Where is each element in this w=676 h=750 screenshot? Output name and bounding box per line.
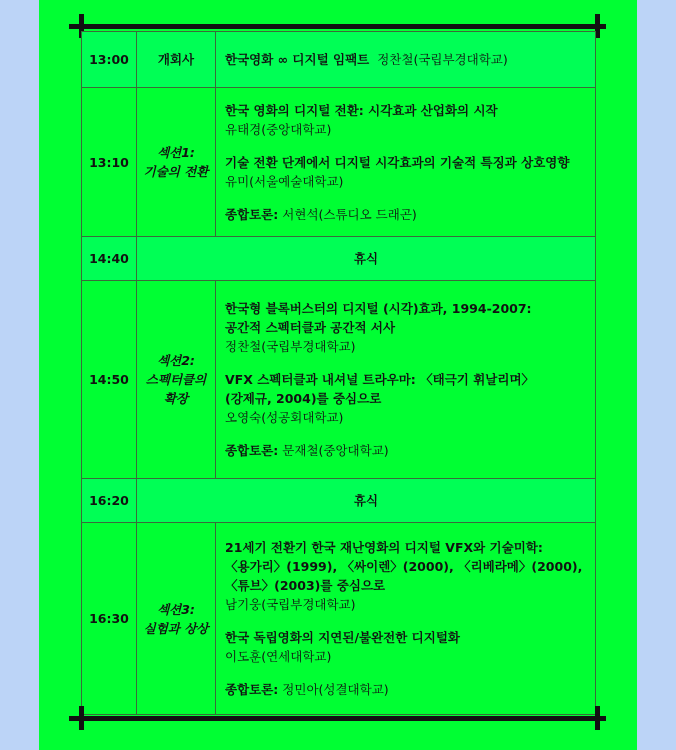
schedule-row-break bbox=[82, 479, 596, 523]
time-cell: 16:30 bbox=[82, 523, 137, 715]
talk-title: 한국 영화의 디지털 전환: 시각효과 산업화의 시작 bbox=[225, 102, 498, 118]
content-cell bbox=[216, 32, 596, 88]
discussion-line bbox=[225, 682, 389, 697]
talk-title: VFX 스펙터클과 내셔널 트라우마: 〈태극기 휘날리며〉 bbox=[225, 372, 535, 387]
schedule-table bbox=[81, 31, 596, 715]
speaker-name: 이도훈(연세대학교) bbox=[225, 649, 332, 664]
time-cell: 13:00 bbox=[82, 32, 137, 88]
talk-title: 공간적 스펙터클과 공간적 서사 bbox=[225, 320, 396, 335]
spacer bbox=[225, 191, 587, 205]
session-label: 실험과 상상 bbox=[143, 620, 209, 636]
session-label: 섹션2: bbox=[157, 353, 195, 368]
session-cell: 개회사 bbox=[137, 32, 216, 88]
discussion-line bbox=[225, 443, 389, 458]
poster-page bbox=[39, 0, 637, 750]
discussion-speaker: 서현석(스튜디오 드래곤) bbox=[282, 206, 417, 222]
speaker-name: 유미(서울예술대학교) bbox=[225, 173, 344, 189]
talk-title: 한국 독립영화의 지연된/불완전한 디지털화 bbox=[225, 630, 460, 645]
talk-title: 〈용가리〉(1999), 〈싸이렌〉(2000), 〈리베라메〉(2000), bbox=[225, 559, 583, 574]
spacer bbox=[225, 614, 587, 628]
break-label: 휴식 bbox=[137, 237, 596, 281]
time-cell: 14:50 bbox=[82, 281, 137, 479]
speaker-name: 남기웅(국립부경대학교) bbox=[225, 597, 356, 612]
speaker-name: 오영숙(성공회대학교) bbox=[225, 410, 344, 425]
talk-title: 기술 전환 단계에서 디지털 시각효과의 기술적 특징과 상호영향 bbox=[225, 154, 570, 170]
spacer bbox=[225, 139, 587, 153]
session-cell bbox=[137, 523, 216, 715]
time-cell: 13:10 bbox=[82, 88, 137, 237]
content-cell bbox=[216, 523, 596, 715]
time-cell: 14:40 bbox=[82, 237, 137, 281]
talk-title: 한국영화 ∞ 디지털 임팩트 bbox=[225, 52, 370, 67]
discussion-label: 종합토론: bbox=[225, 682, 279, 697]
talk-title: 21세기 전환기 한국 재난영화의 디지털 VFX와 기술미학: bbox=[225, 540, 543, 555]
discussion-speaker: 정민아(성결대학교) bbox=[282, 682, 389, 697]
session-cell bbox=[137, 88, 216, 237]
talk-title: (강제규, 2004)를 중심으로 bbox=[225, 391, 382, 406]
spacer bbox=[225, 356, 587, 370]
content-cell bbox=[216, 281, 596, 479]
session-cell bbox=[137, 281, 216, 479]
session-label: 섹션1: bbox=[157, 145, 195, 160]
speaker-name: 유태경(중앙대학교) bbox=[225, 121, 332, 137]
talk-title: 한국형 블록버스터의 디지털 (시각)효과, 1994-2007: bbox=[225, 301, 532, 316]
content-cell bbox=[216, 88, 596, 237]
talk-title: 〈튜브〉(2003)를 중심으로 bbox=[225, 578, 386, 593]
session-label: 섹션3: bbox=[157, 601, 195, 617]
discussion-speaker: 문재철(중앙대학교) bbox=[282, 443, 389, 458]
speaker-name: 정찬철(국립부경대학교) bbox=[225, 339, 356, 354]
schedule-row-break bbox=[82, 237, 596, 281]
discussion-line bbox=[225, 207, 417, 222]
schedule-row-section3 bbox=[82, 523, 596, 715]
bottom-rule bbox=[69, 716, 606, 721]
break-label: 휴식 bbox=[137, 479, 596, 523]
session-label: 스펙터클의 bbox=[145, 372, 207, 387]
bottom-rule-right-cap bbox=[595, 706, 600, 730]
bottom-rule-left-cap bbox=[79, 706, 84, 730]
discussion-label: 종합토론: bbox=[225, 443, 279, 458]
discussion-label: 종합토론: bbox=[225, 206, 279, 222]
schedule-row-opening bbox=[82, 32, 596, 88]
top-rule bbox=[69, 24, 606, 29]
speaker-name: 정찬철(국립부경대학교) bbox=[377, 52, 508, 67]
session-label: 확장 bbox=[163, 391, 189, 406]
session-label: 기술의 전환 bbox=[143, 164, 209, 179]
schedule-row-section1 bbox=[82, 88, 596, 237]
spacer bbox=[225, 666, 587, 680]
spacer bbox=[225, 427, 587, 441]
schedule-row-section2 bbox=[82, 281, 596, 479]
time-cell: 16:20 bbox=[82, 479, 137, 523]
